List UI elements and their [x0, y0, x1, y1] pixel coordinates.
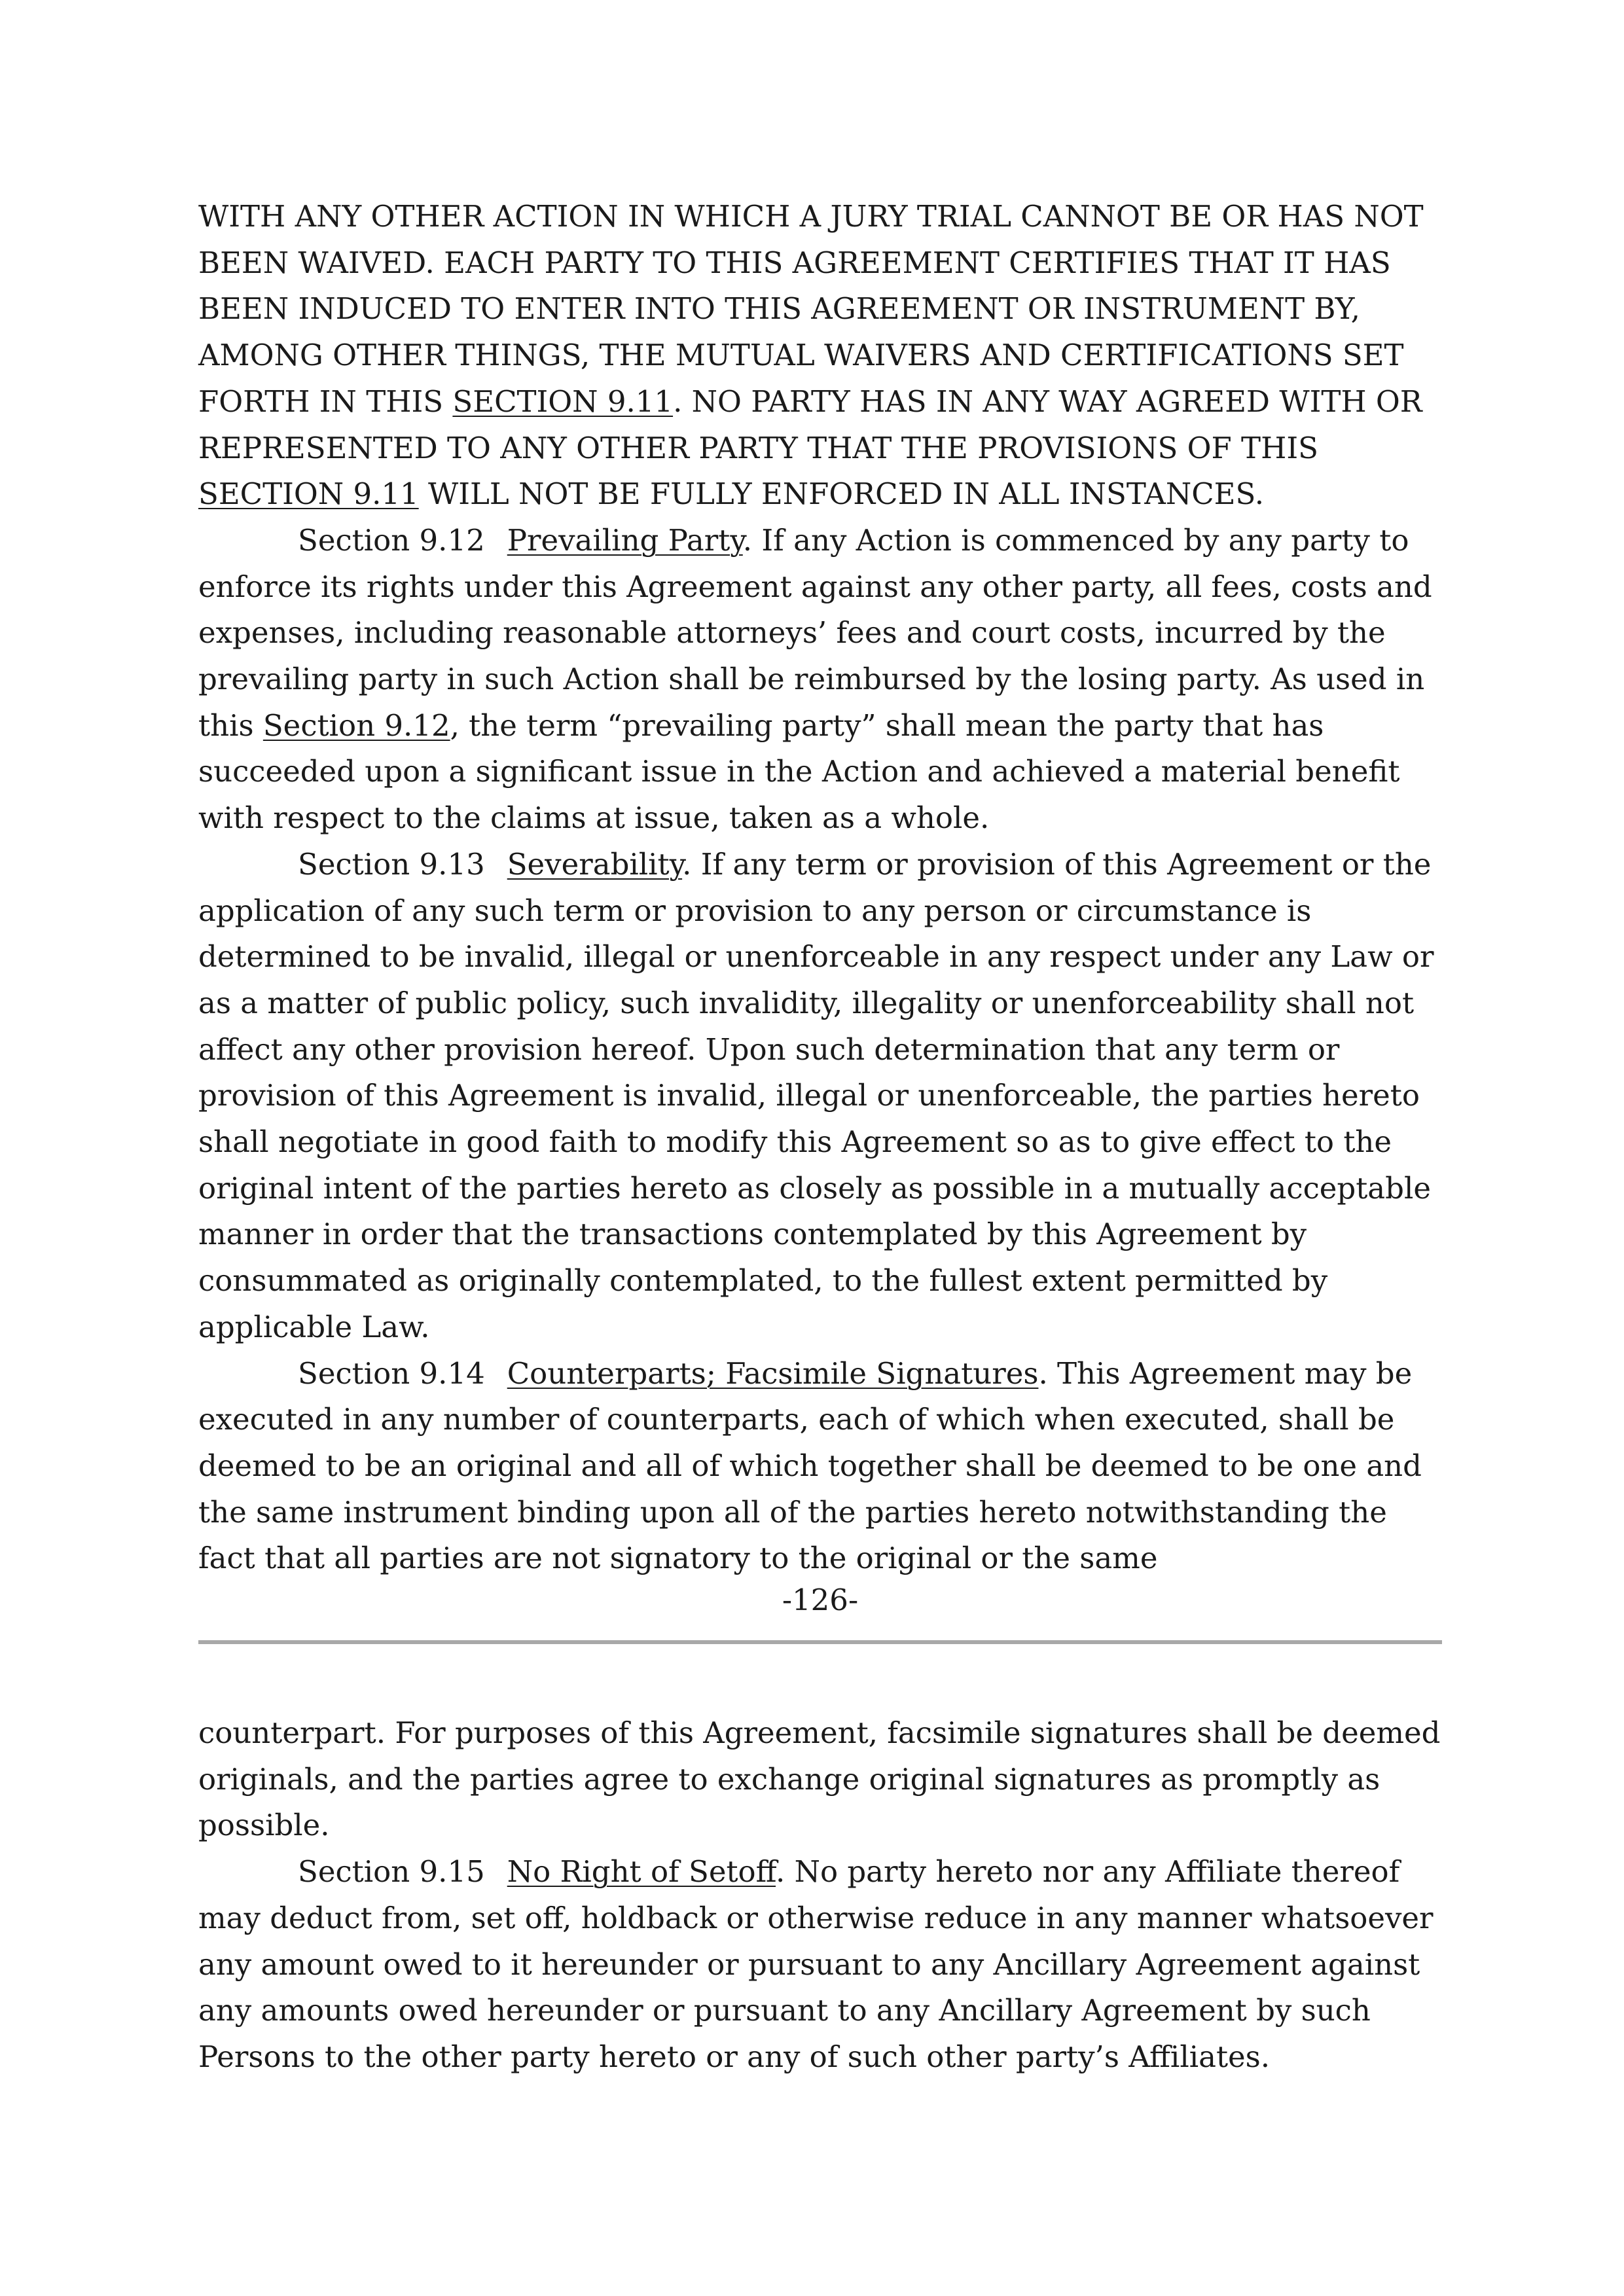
section-title: Counterparts; Facsimile Signatures: [507, 1355, 1039, 1391]
section-9-15-paragraph: [198, 1849, 1442, 2081]
section-number: Section 9.12: [298, 522, 485, 558]
section-9-14-paragraph: [198, 1351, 1442, 1583]
page-127-body: [198, 1710, 1442, 2081]
section-number: Section 9.13: [298, 846, 485, 882]
text: counterpart. For purposes of this Agreement, facsimile signatures shall be deemed originals, and the parties agree to exchange original signatures as promptly as possible.: [198, 1715, 1441, 1843]
section-number: Section 9.14: [298, 1355, 485, 1391]
text: . This Agreement may be executed in any number of counterparts, each of which when executed, shall be deemed to be an original and all of which together shall be deemed to be one and the same instrument binding upon all of the parties hereto notwithstanding the fact that all parties are not signatory to the original or the same: [198, 1355, 1422, 1576]
page-divider: [198, 1640, 1442, 1644]
text: . NO PARTY HAS IN ANY WAY AGREED WITH OR REPRESENTED TO ANY OTHER PARTY THAT THE PROVISIONS OF THIS: [198, 384, 1422, 465]
text: WITH ANY OTHER ACTION IN WHICH A JURY TRIAL CANNOT BE OR HAS NOT BEEN WAIVED. EACH PARTY TO THIS AGREEMENT CERTIFIES THAT IT HAS BEEN INDUCED TO ENTER INTO THIS AGREEMENT OR INSTRUMENT BY, AMONG OTHER THINGS, THE MUTUAL WAIVERS AND CERTIFICATIONS SET FORTH IN THIS: [198, 199, 1424, 419]
section-9-13-paragraph: [198, 842, 1442, 1351]
text: , the term “prevailing party” shall mean the party that has succeeded upon a significant issue in the Action and achieved a material benefit with respect to the claims at issue, taken as a whole.: [198, 708, 1400, 836]
section-reference: SECTION 9.11: [198, 476, 419, 512]
section-9-12-paragraph: [198, 518, 1442, 842]
section-title: Severability: [507, 846, 683, 882]
text: WILL NOT BE FULLY ENFORCED IN ALL INSTANCES.: [418, 476, 1265, 512]
page-126-body: [198, 194, 1442, 1582]
text: . If any term or provision of this Agreement or the application of any such term or provision to any person or circumstance is determined to be invalid, illegal or unenforceable in any respect under any Law or as a matter of public policy, such invalidity, illegality or unenforceability shall not affect any other provision hereof. Upon such determination that any term or provision of this Agreement is invalid, illegal or unenforceable, the parties hereto shall negotiate in good faith to modify this Agreement so as to give effect to the original intent of the parties hereto as closely as possible in a mutually acceptable manner in order that the transactions contemplated by this Agreement by consummated as originally contemplated, to the fullest extent permitted by applicable Law.: [198, 846, 1434, 1344]
section-title: Prevailing Party: [507, 522, 743, 558]
section-number: Section 9.15: [298, 1854, 485, 1890]
text: . No party hereto nor any Affiliate thereof may deduct from, set off, holdback or otherwise reduce in any manner whatsoever any amount owed to it hereunder or pursuant to any Ancillary Agreement against any amounts owed hereunder or pursuant to any Ancillary Agreement by such Persons to the other party hereto or any of such other party’s Affiliates.: [198, 1854, 1434, 2074]
section-reference: Section 9.12: [262, 708, 450, 743]
paragraph-jury-waiver-continuation: [198, 194, 1442, 518]
section-reference: SECTION 9.11: [452, 384, 674, 419]
text: . If any Action is commenced by any party to enforce its rights under this Agreement against any other party, all fees, costs and expenses, including reasonable attorneys’ fees and court costs, incurred by the prevailing party in such Action shall be reimbursed by the losing party. As used in this: [198, 522, 1432, 743]
section-title: No Right of Setoff: [507, 1854, 776, 1890]
paragraph-counterparts-continuation: [198, 1710, 1442, 1849]
page-number: -126-: [782, 1583, 859, 1617]
